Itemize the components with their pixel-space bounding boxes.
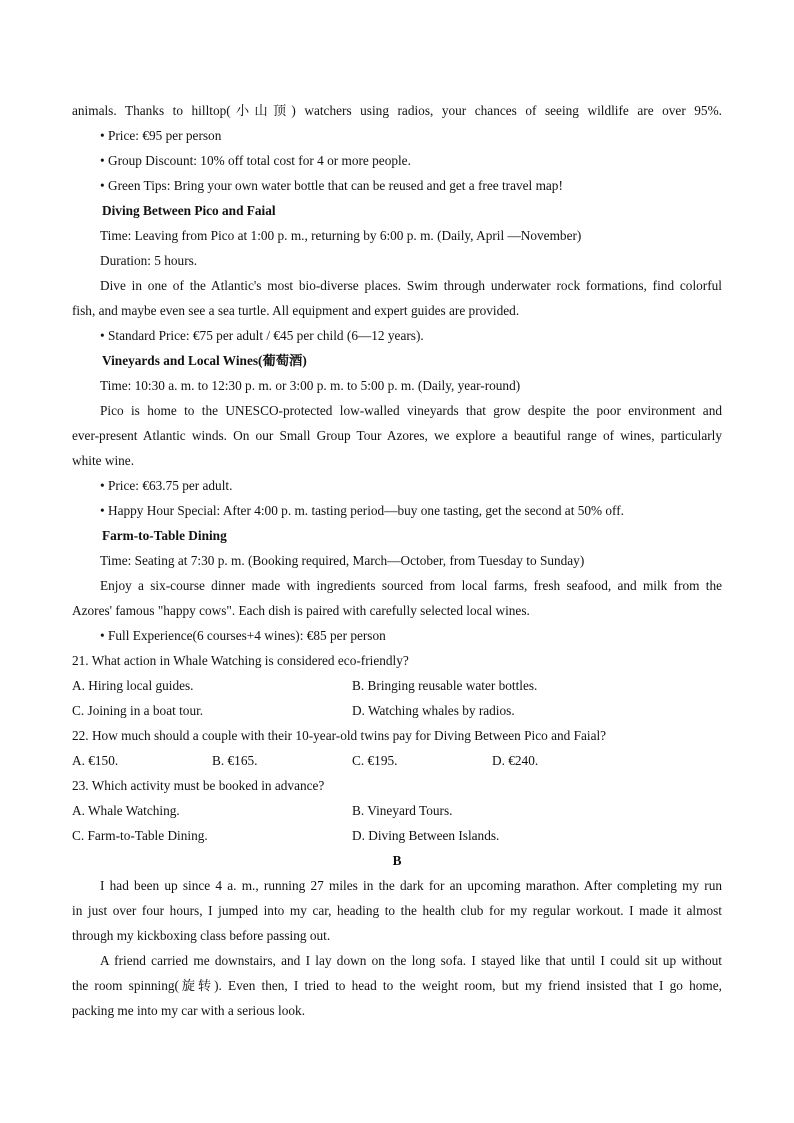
question-21-options-row-2 bbox=[72, 698, 722, 723]
option-b: B. Vineyard Tours. bbox=[352, 803, 453, 818]
option-d: D. €240. bbox=[492, 753, 539, 768]
passage-line: Dive in one of the Atlantic's most bio-diverse places. Swim through underwater rock formations, find colorful bbox=[100, 278, 722, 293]
diving-price-bullet: • Standard Price: €75 per adult / €45 per child (6—12 years). bbox=[100, 328, 424, 343]
price-bullet: • Price: €95 per person bbox=[100, 128, 222, 143]
vineyards-price-bullet: • Price: €63.75 per adult. bbox=[100, 478, 233, 493]
green-tips-bullet: • Green Tips: Bring your own water bottle that can be reused and get a free travel map! bbox=[100, 178, 563, 193]
diving-duration: Duration: 5 hours. bbox=[100, 253, 198, 268]
option-a: A. €150. bbox=[72, 753, 119, 768]
question-22: 22. How much should a couple with their 10-year-old twins pay for Diving Between Pico and Faial? bbox=[72, 728, 607, 743]
option-b: B. €165. bbox=[212, 753, 258, 768]
happy-hour-bullet: • Happy Hour Special: After 4:00 p. m. tasting period—buy one tasting, get the second at 50% off. bbox=[100, 503, 624, 518]
passage-line: packing me into my car with a serious look. bbox=[72, 1003, 306, 1018]
section-heading-diving: Diving Between Pico and Faial bbox=[102, 203, 276, 218]
question-23-options-row-2 bbox=[72, 823, 722, 848]
option-c: C. Farm-to-Table Dining. bbox=[72, 828, 208, 843]
question-21: 21. What action in Whale Watching is considered eco-friendly? bbox=[72, 653, 409, 668]
vineyards-time: Time: 10:30 a. m. to 12:30 p. m. or 3:00 p. m. to 5:00 p. m. (Daily, year-round) bbox=[100, 378, 521, 393]
passage-line: ever-present Atlantic winds. On our Small Group Tour Azores, we explore a beautiful range of wines, particularly bbox=[72, 428, 722, 443]
question-21-options-row-1 bbox=[72, 673, 722, 698]
passage-line: the room spinning(旋转). Even then, I tried to head to the weight room, but my friend insisted that I go home, bbox=[72, 978, 722, 993]
passage-line: Enjoy a six-course dinner made with ingredients sourced from local farms, fresh seafood, and milk from the bbox=[100, 578, 722, 593]
document-content bbox=[72, 98, 722, 1023]
question-23-options-row-1 bbox=[72, 798, 722, 823]
question-23: 23. Which activity must be booked in advance? bbox=[72, 778, 325, 793]
option-a: A. Hiring local guides. bbox=[72, 678, 194, 693]
option-b: B. Bringing reusable water bottles. bbox=[352, 678, 538, 693]
passage-line: Azores' famous "happy cows". Each dish is paired with carefully selected local wines. bbox=[72, 603, 530, 618]
passage-line: white wine. bbox=[72, 453, 135, 468]
farm-time: Time: Seating at 7:30 p. m. (Booking required, March—October, from Tuesday to Sunday) bbox=[100, 553, 585, 568]
passage-line: in just over four hours, I jumped into my car, heading to the health club for my regular workout. I made it almost bbox=[72, 903, 722, 918]
diving-time: Time: Leaving from Pico at 1:00 p. m., returning by 6:00 p. m. (Daily, April —November) bbox=[100, 228, 582, 243]
passage-line: animals. Thanks to hilltop(小山顶) watchers using radios, your chances of seeing wildlife are over 95%. bbox=[72, 103, 722, 118]
section-b-heading: B bbox=[392, 853, 402, 868]
passage-line: fish, and maybe even see a sea turtle. All equipment and expert guides are provided. bbox=[72, 303, 520, 318]
passage-line: I had been up since 4 a. m., running 27 miles in the dark for an upcoming marathon. After completing my run bbox=[100, 878, 722, 893]
discount-bullet: • Group Discount: 10% off total cost for 4 or more people. bbox=[100, 153, 411, 168]
section-heading-vineyards: Vineyards and Local Wines(葡萄酒) bbox=[102, 353, 307, 368]
passage-line: Pico is home to the UNESCO-protected low-walled vineyards that grow despite the poor environment and bbox=[100, 403, 722, 418]
passage-line: through my kickboxing class before passing out. bbox=[72, 928, 331, 943]
farm-price-bullet: • Full Experience(6 courses+4 wines): €85 per person bbox=[100, 628, 386, 643]
option-c: C. Joining in a boat tour. bbox=[72, 703, 204, 718]
option-c: C. €195. bbox=[352, 753, 398, 768]
passage-line: A friend carried me downstairs, and I lay down on the long sofa. I stayed like that until I could sit up without bbox=[100, 953, 722, 968]
option-d: D. Diving Between Islands. bbox=[352, 828, 500, 843]
option-d: D. Watching whales by radios. bbox=[352, 703, 515, 718]
question-22-options-row bbox=[72, 748, 722, 773]
section-heading-farm: Farm-to-Table Dining bbox=[102, 528, 227, 543]
option-a: A. Whale Watching. bbox=[72, 803, 180, 818]
